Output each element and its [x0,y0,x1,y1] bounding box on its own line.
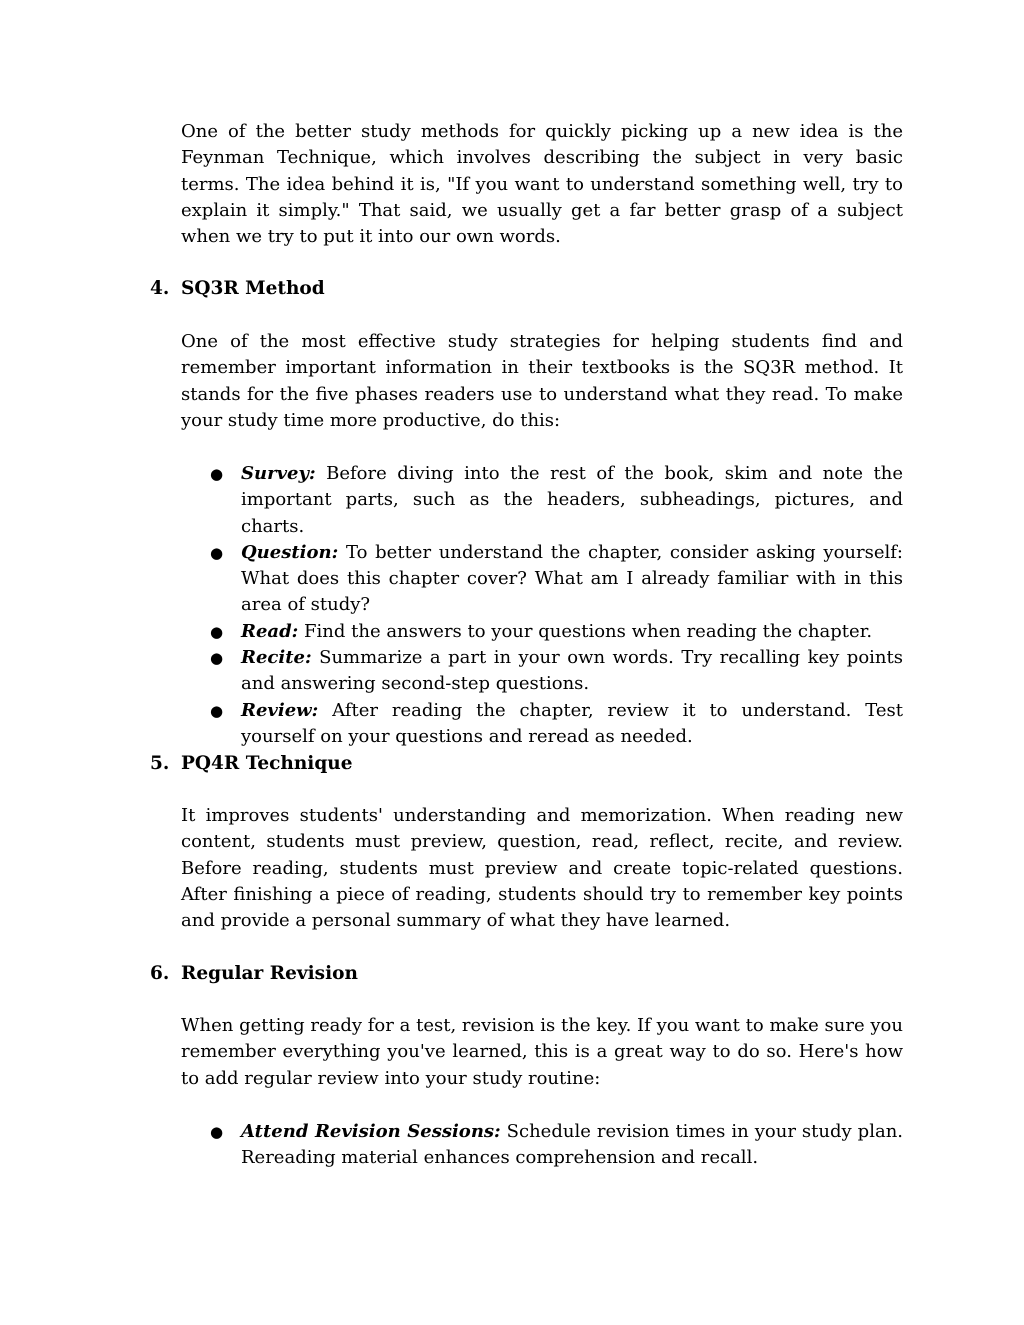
section-number: 5. [150,753,170,774]
bullet-term: Review: [241,699,319,721]
list-item [210,540,903,619]
section-heading-sq3r [150,276,325,302]
section-title: SQ3R Method [181,278,325,299]
bullet-term: Read: [241,620,299,642]
pq4r-paragraph: It improves students' understanding and memorization. When reading new content, students must preview, question, read, reflect, recite, and review. Before reading, students must preview and create topic-related questions. After finishing a piece of reading, students should try to remember key points and provide a personal summary of what they have learned. [181,805,903,932]
bullet-icon: ● [210,465,224,483]
bullet-text: Before diving into the rest of the book, skim and note the important parts, such as the headers, subheadings, pictures, and charts. [241,463,903,537]
section-title: Regular Revision [181,963,358,984]
section-number: 4. [150,278,170,299]
list-item [210,645,903,698]
bullet-term: Recite: [241,647,312,669]
bullet-icon: ● [210,649,224,668]
bullet-text: After reading the chapter, review it to understand. Test yourself on your questions and reread as needed. [241,699,903,747]
bullet-text: Find the answers to your questions when reading the chapter. [298,620,873,642]
bullet-term: Question: [241,541,339,563]
section-heading-pq4r [150,751,352,777]
list-item [210,461,903,540]
sq3r-bullet-list [210,461,903,750]
bullet-text: Summarize a part in your own words. Try recalling key points and answering second-step questions. [241,647,903,695]
section-title: PQ4R Technique [181,753,353,774]
bullet-icon: ● [210,701,224,720]
list-item [210,619,903,645]
revision-paragraph: When getting ready for a test, revision is the key. If you want to make sure you remember everything you've learned, this is a great way to do so. Here's how to add regular review into your study routine: [181,1015,903,1089]
bullet-icon: ● [210,1123,224,1141]
sq3r-paragraph: One of the most effective study strategies for helping students find and remember important information in their textbooks is the SQ3R method. It stands for the five phases readers use to understand what they read. To make your study time more productive, do this: [181,331,903,431]
bullet-icon: ● [210,622,224,641]
bullet-term: Survey: [241,463,316,484]
bullet-term: Attend Revision Sessions: [241,1121,501,1142]
list-item [210,698,903,751]
bullet-text: To better understand the chapter, consider asking yourself: What does this chapter cover? What am I already familiar with in this area of study? [241,541,903,616]
revision-bullet-list [210,1119,904,1172]
bullet-icon: ● [210,543,224,562]
list-item [210,1119,904,1172]
section-number: 6. [150,963,170,984]
intro-paragraph: One of the better study methods for quickly picking up a new idea is the Feynman Technique, which involves describing the subject in very basic terms. The idea behind it is, "If you want to understand something well, try to explain it simply." That said, we usually get a far better grasp of a subject when we try to put it into our own words. [181,121,903,248]
bullet-text: Schedule revision times in your study plan. Rereading material enhances comprehension and recall. [241,1121,904,1169]
section-heading-revision [150,961,358,987]
